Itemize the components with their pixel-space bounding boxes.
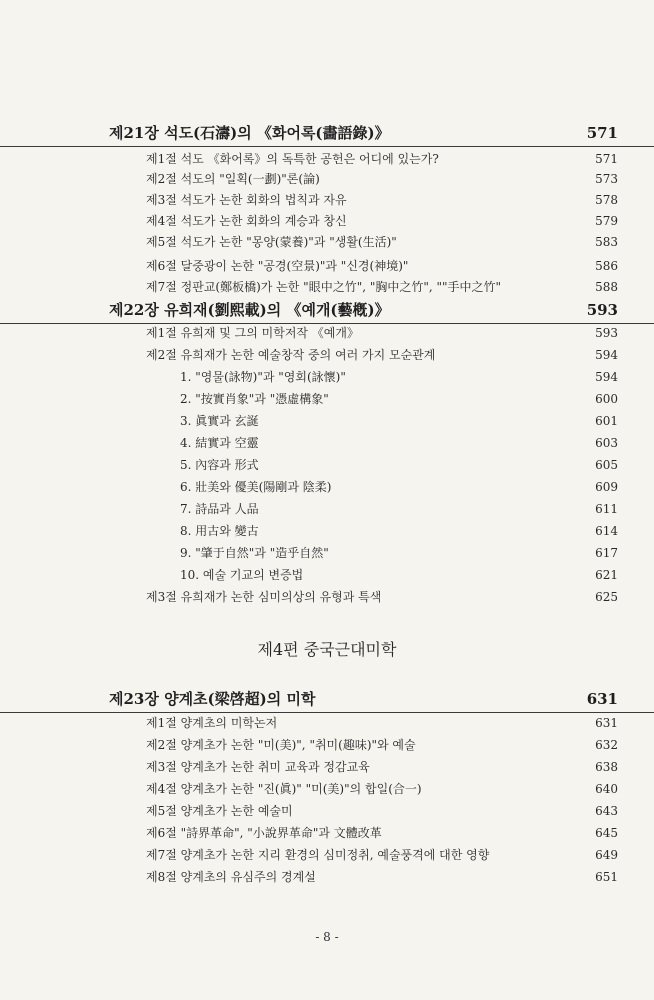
subitem-page: 601 (595, 414, 618, 428)
section-title: 제6절 달중광이 논한 "공경(空景)"과 "신경(神境)" (146, 259, 409, 273)
toc-section[interactable] (0, 169, 654, 189)
subitem-page: 611 (595, 502, 618, 516)
section-title: 제5절 양계초가 논한 예술미 (146, 804, 293, 818)
toc-section[interactable] (0, 801, 654, 821)
section-page: 583 (595, 235, 618, 249)
toc-section[interactable] (0, 323, 654, 343)
toc-section[interactable] (0, 735, 654, 755)
chapter-page: 571 (586, 124, 618, 142)
subitem-title: 6. 壯美와 優美(陽剛과 陰柔) (180, 480, 332, 494)
section-page: 631 (595, 716, 618, 730)
toc-section[interactable] (0, 211, 654, 231)
section-page: 571 (595, 152, 618, 166)
section-page: 640 (595, 782, 618, 796)
toc-chapter-21[interactable] (0, 120, 654, 147)
toc-section[interactable] (0, 190, 654, 210)
section-title: 제8절 양계초의 유심주의 경계설 (146, 870, 316, 884)
section-title: 제4절 석도가 논한 회화의 계승과 창신 (146, 214, 347, 228)
subitem-title: 2. "按實肖象"과 "憑虛構象" (180, 392, 329, 406)
toc-section[interactable] (0, 823, 654, 843)
toc-section[interactable] (0, 149, 654, 169)
subitem-title: 9. "肇于自然"과 "造乎自然" (180, 546, 329, 560)
toc-chapter-22[interactable] (0, 297, 654, 324)
subitem-page: 621 (595, 568, 618, 582)
section-title: 제1절 석도 《화어록》의 독특한 공헌은 어디에 있는가? (146, 152, 439, 166)
toc-section[interactable] (0, 587, 654, 607)
toc-subitem[interactable] (0, 389, 654, 409)
toc-subitem[interactable] (0, 499, 654, 519)
section-title: 제2절 양계초가 논한 "미(美)", "취미(趣味)"와 예술 (146, 738, 416, 752)
section-title: 제5절 석도가 논한 "몽양(蒙養)"과 "생활(生活)" (146, 235, 397, 249)
section-page: 649 (595, 848, 618, 862)
section-title: 제3절 석도가 논한 회화의 법칙과 자유 (146, 193, 347, 207)
subitem-title: 3. 眞實과 玄誕 (180, 414, 259, 428)
toc-subitem[interactable] (0, 521, 654, 541)
toc-section[interactable] (0, 779, 654, 799)
section-page: 625 (595, 590, 618, 604)
toc-subitem[interactable] (0, 433, 654, 453)
toc-subitem[interactable] (0, 565, 654, 585)
toc-section[interactable] (0, 845, 654, 865)
subitem-title: 4. 結實과 空靈 (180, 436, 259, 450)
section-page: 632 (595, 738, 618, 752)
section-title: 제7절 정판교(鄭板橋)가 논한 "眼中之竹", "胸中之竹", ""手中之竹" (146, 280, 502, 294)
part-title: 제4편 중국근대미학 (257, 640, 397, 659)
toc-subitem[interactable] (0, 367, 654, 387)
section-page: 651 (595, 870, 618, 884)
chapter-page: 593 (586, 301, 618, 319)
section-title: 제6절 "詩界革命", "小說界革命"과 文體改革 (146, 826, 382, 840)
subitem-title: 5. 內容과 形式 (180, 458, 259, 472)
toc-section[interactable] (0, 232, 654, 252)
toc-section[interactable] (0, 867, 654, 887)
section-page: 578 (595, 193, 618, 207)
section-title: 제1절 양계초의 미학논저 (146, 716, 278, 730)
subitem-title: 7. 詩品과 人品 (180, 502, 259, 516)
section-page: 579 (595, 214, 618, 228)
toc-subitem[interactable] (0, 543, 654, 563)
subitem-page: 617 (595, 546, 618, 560)
chapter-title: 제22장 유희재(劉熙載)의 《예개(藝槪)》 (109, 301, 390, 319)
section-page: 588 (595, 280, 618, 294)
toc-section[interactable] (0, 277, 654, 297)
toc-subitem[interactable] (0, 411, 654, 431)
section-page: 594 (595, 348, 618, 362)
section-page: 573 (595, 172, 618, 186)
toc-section[interactable] (0, 757, 654, 777)
section-title: 제2절 유희재가 논한 예술창작 중의 여러 가지 모순관계 (146, 348, 436, 362)
toc-section[interactable] (0, 345, 654, 365)
subitem-page: 609 (595, 480, 618, 494)
toc-subitem[interactable] (0, 477, 654, 497)
section-title: 제3절 양계초가 논한 취미 교육과 정감교육 (146, 760, 370, 774)
section-page: 638 (595, 760, 618, 774)
section-page: 586 (595, 259, 618, 273)
chapter-page: 631 (586, 690, 618, 708)
section-page: 643 (595, 804, 618, 818)
page-number: - 8 - (315, 930, 339, 944)
subitem-page: 614 (595, 524, 618, 538)
toc-subitem[interactable] (0, 455, 654, 475)
section-title: 제3절 유희재가 논한 심미의상의 유형과 특색 (146, 590, 382, 604)
toc-chapter-23[interactable] (0, 686, 654, 713)
section-page: 593 (595, 326, 618, 340)
section-title: 제1절 유희재 및 그의 미학저작 《예개》 (146, 326, 359, 340)
section-title: 제2절 석도의 "일획(一劃)"론(論) (146, 172, 320, 186)
subitem-page: 605 (595, 458, 618, 472)
subitem-title: 1. "영물(詠物)"과 "영회(詠懷)" (180, 370, 346, 384)
section-title: 제7절 양계초가 논한 지리 환경의 심미정취, 예술풍격에 대한 영향 (146, 848, 490, 862)
subitem-page: 594 (595, 370, 618, 384)
subitem-page: 603 (595, 436, 618, 450)
chapter-title: 제21장 석도(石濤)의 《화어록(畵語錄)》 (109, 124, 390, 142)
subitem-page: 600 (595, 392, 618, 406)
chapter-title: 제23장 양계초(梁啓超)의 미학 (109, 690, 316, 708)
subitem-title: 10. 예술 기교의 변증법 (180, 568, 304, 582)
toc-section[interactable] (0, 713, 654, 733)
section-title: 제4절 양계초가 논한 "진(眞)" "미(美)"의 합일(合一) (146, 782, 422, 796)
section-page: 645 (595, 826, 618, 840)
subitem-title: 8. 用古와 變古 (180, 524, 259, 538)
toc-section[interactable] (0, 256, 654, 276)
